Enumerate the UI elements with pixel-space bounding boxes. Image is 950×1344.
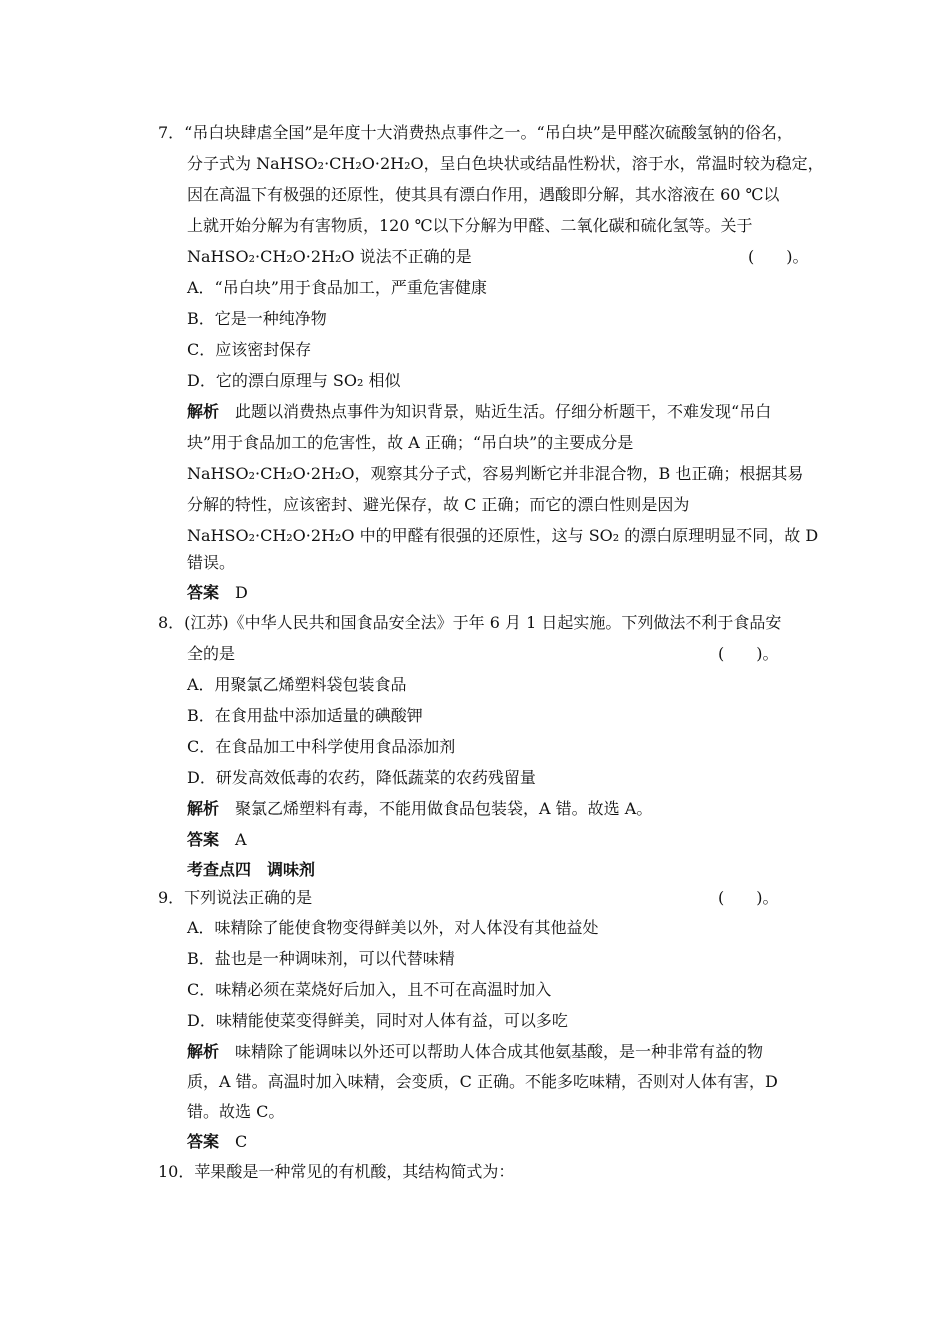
q7-option-a: A．“吊白块”用于食品加工，严重危害健康 xyxy=(187,278,487,297)
q7-analysis-line: 分解的特性，应该密封、避光保存，故 C 正确；而它的漂白性则是因为 xyxy=(187,495,690,514)
answer-label: 答案 xyxy=(187,830,220,849)
q9-option-c: C．味精必须在菜烧好后加入，且不可在高温时加入 xyxy=(187,980,552,999)
q8-line: 8．(江苏)《中华人民共和国食品安全法》于年 6 月 1 日起实施。下列做法不利于食品安 xyxy=(158,613,782,632)
answer-value: A xyxy=(235,830,247,849)
q7-analysis-line: 块”用于食品加工的危害性，故 A 正确；“吊白块”的主要成分是 xyxy=(187,433,634,452)
analysis-label: 解析 xyxy=(187,799,220,818)
q9-analysis-line xyxy=(187,1042,763,1062)
q7-answer-line xyxy=(187,583,248,603)
q8-option-a: A．用聚氯乙烯塑料袋包装食品 xyxy=(187,675,407,694)
q8-line: 全的是 xyxy=(187,644,236,663)
q7-analysis-line: NaHSO₂·CH₂O·2H₂O，观察其分子式，容易判断它并非混合物，B 也正确；根据其易 xyxy=(187,464,804,483)
q9-option-d: D．味精能使菜变得鲜美，同时对人体有益，可以多吃 xyxy=(187,1011,568,1030)
analysis-text: 此题以消费热点事件为知识背景，贴近生活。仔细分析题干，不难发现“吊白 xyxy=(235,402,772,421)
analysis-text: 聚氯乙烯塑料有毒，不能用做食品包装袋，A 错。故选 A。 xyxy=(235,799,653,818)
q7-option-c: C．应该密封保存 xyxy=(187,340,312,359)
q7-option-b: B．它是一种纯净物 xyxy=(187,309,327,328)
q7-line: 因在高温下有极强的还原性，使其具有漂白作用，遇酸即分解，其水溶液在 60 ℃以 xyxy=(187,185,780,204)
q7-line: 分子式为 NaHSO₂·CH₂O·2H₂O，呈白色块状或结晶性粉状，溶于水，常温时较为稳定， xyxy=(187,154,824,173)
q9-analysis-line: 质，A 错。高温时加入味精，会变质，C 正确。不能多吃味精，否则对人体有害，D xyxy=(187,1072,778,1091)
q9-option-a: A．味精除了能使食物变得鲜美以外，对人体没有其他益处 xyxy=(187,918,599,937)
section-heading: 考查点四 调味剂 xyxy=(187,860,316,879)
q9-answer-line xyxy=(187,1132,247,1152)
q9-option-b: B．盐也是一种调味剂，可以代替味精 xyxy=(187,949,455,968)
q7-option-d: D．它的漂白原理与 SO₂ 相似 xyxy=(187,371,401,390)
analysis-label: 解析 xyxy=(187,402,220,421)
answer-label: 答案 xyxy=(187,583,220,602)
q7-analysis-line: NaHSO₂·CH₂O·2H₂O 中的甲醛有很强的还原性，这与 SO₂ 的漂白原理明显不同，故 D xyxy=(187,526,819,545)
q7-line: 7．“吊白块肆虐全国”是年度十大消费热点事件之一。“吊白块”是甲醛次硫酸氢钠的俗名， xyxy=(158,123,793,142)
q7-answer-blank: ( )。 xyxy=(748,247,809,266)
answer-value: D xyxy=(235,583,248,602)
q7-line: 上就开始分解为有害物质，120 ℃以下分解为甲醛、二氧化碳和硫化氢等。关于 xyxy=(187,216,753,235)
analysis-label: 解析 xyxy=(187,1042,220,1061)
analysis-text: 味精除了能调味以外还可以帮助人体合成其他氨基酸，是一种非常有益的物 xyxy=(235,1042,764,1061)
answer-label: 答案 xyxy=(187,1132,220,1151)
q8-option-b: B．在食用盐中添加适量的碘酸钾 xyxy=(187,706,423,725)
q7-analysis-line: 错误。 xyxy=(187,553,236,572)
q8-answer-blank: ( )。 xyxy=(718,644,779,663)
q9-answer-blank: ( )。 xyxy=(718,888,779,907)
answer-value: C xyxy=(235,1132,248,1151)
q9-line: 9．下列说法正确的是 xyxy=(158,888,313,907)
q8-option-d: D．研发高效低毒的农药，降低蔬菜的农药残留量 xyxy=(187,768,536,787)
q8-analysis-line xyxy=(187,799,652,819)
q10-line: 10．苹果酸是一种常见的有机酸，其结构简式为： xyxy=(158,1162,515,1181)
q8-answer-line xyxy=(187,830,247,850)
q9-analysis-line: 错。故选 C。 xyxy=(187,1102,285,1121)
q7-line: NaHSO₂·CH₂O·2H₂O 说法不正确的是 xyxy=(187,247,472,266)
q7-analysis-line xyxy=(187,402,771,422)
q8-option-c: C．在食品加工中科学使用食品添加剂 xyxy=(187,737,456,756)
